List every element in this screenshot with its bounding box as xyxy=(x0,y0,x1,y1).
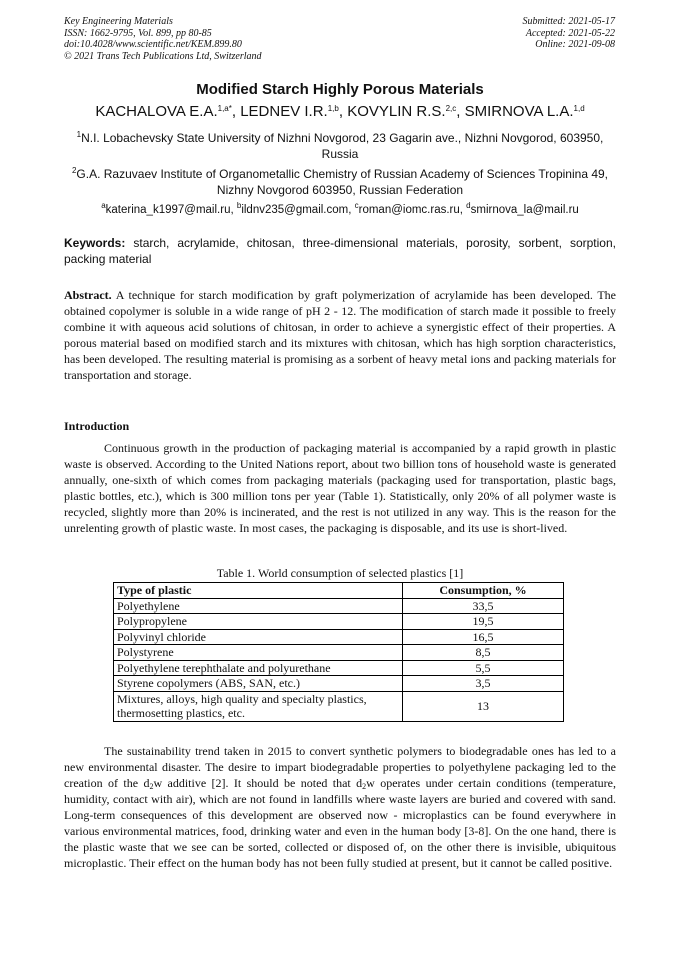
table-row xyxy=(114,598,564,614)
column-header-type: Type of plastic xyxy=(114,583,403,599)
accepted-date: Accepted: 2021-05-22 xyxy=(525,27,615,39)
table-cell-consumption: 13 xyxy=(403,691,564,721)
journal-info xyxy=(64,16,262,62)
table-caption: Table 1. World consumption of selected plastics [1] xyxy=(216,566,464,580)
abstract xyxy=(64,287,616,383)
abstract-text: A technique for starch modification by graft polymerization of acrylamide has been developed. The obtained copolymer is soluble in a wide range of pH 2 - 12. The modification of starch made it possible to freely combine it with aqueous acid solutions of chitosan, in order to achieve a synergistic effect of their properties. A porous material based on modified starch and its mixtures with chitosan, which has high sorption characteristics, has been developed. The resulting material is promising as a sorbent of heavy metal ions and packing materials for transportation and storage. xyxy=(64,288,617,382)
email-address[interactable]: katerina_k1997@mail.ru xyxy=(105,204,231,216)
column-header-consumption: Consumption, % xyxy=(403,583,564,599)
email-sep: , xyxy=(348,204,355,216)
para-text: The sustainability trend taken in 2015 to convert synthetic polymers to biodegradable ones has led to a new environmental disaster. The desire to impart biodegradable properties to polyethylene packaging led to the creation of the d xyxy=(64,744,616,790)
email-sep: , xyxy=(459,204,467,216)
author-sup: 1,d xyxy=(573,104,585,113)
intro-paragraph-1: Continuous growth in the production of packaging material is accompanied by a rapid growth in plastic waste is observed. According to the United Nations report, about two billion tons of household waste is generated annually, one-sixth of which comes from packaging materials (packaging used for transportation, plastic bags, plastic bottles, etc.), which is 300 million tons per year (Table 1). Statistically, only 20% of all polymer waste is recycled, slightly more than 20% is incinerated, and the rest is not utilized in any way. This is the reason for the unrelenting growth of plastic waste. In most cases, the packaging is disposable, and its use is short-lived. xyxy=(64,441,616,535)
author-name: KACHALOVA E.A. xyxy=(95,103,218,120)
table-row xyxy=(114,660,564,676)
email-sup: b xyxy=(236,201,242,210)
keywords-text: starch, acrylamide, chitosan, three-dimensional materials, porosity, sorbent, sorption, packing material xyxy=(64,236,616,266)
submitted-date: Submitted: 2021-05-17 xyxy=(522,16,615,27)
table-cell-type: Polyethylene terephthalate and polyurethane xyxy=(114,660,403,676)
email-list xyxy=(40,201,640,216)
affiliation-sup: 1 xyxy=(76,130,82,139)
author-sep: , xyxy=(231,103,241,120)
affiliation-text: N.I. Lobachevsky State University of Nizhni Novgorod, 23 Gagarin ave., Nizhni Novgorod, 603950, Russia xyxy=(81,131,604,161)
author-sup: 2,c xyxy=(445,104,457,113)
table-cell-consumption: 3,5 xyxy=(403,676,564,692)
section-heading-introduction: Introduction xyxy=(64,419,130,433)
table-cell-type: Mixtures, alloys, high quality and specialty plastics, thermosetting plastics, etc. xyxy=(114,691,403,721)
email[interactable] xyxy=(236,201,349,216)
table-cell-consumption: 16,5 xyxy=(403,629,564,645)
author-sep: , xyxy=(338,103,348,120)
table-cell-type: Polystyrene xyxy=(114,645,403,661)
table-cell-consumption: 5,5 xyxy=(403,660,564,676)
table-cell-consumption: 33,5 xyxy=(403,598,564,614)
paper-title: Modified Starch Highly Porous Materials xyxy=(196,81,484,98)
table-cell-consumption: 8,5 xyxy=(403,645,564,661)
affiliation-sup: 2 xyxy=(71,166,77,175)
email[interactable] xyxy=(466,201,579,216)
keywords-label: Keywords: xyxy=(64,236,126,250)
table-cell-type: Styrene copolymers (ABS, SAN, etc.) xyxy=(114,676,403,692)
table-header-row xyxy=(114,583,564,599)
table-cell-consumption: 19,5 xyxy=(403,614,564,630)
affiliation-1 xyxy=(64,131,616,162)
journal-copyright: © 2021 Trans Tech Publications Ltd, Switzerland xyxy=(64,50,262,62)
subscript: 2 xyxy=(149,782,154,791)
para-text: w operates under certain conditions (temperature, humidity, contact with air), which are not found in landfills where waste layers are buried and covered with sand. Long-term consequences of this development are observed now - microplastics can be found everywhere in various environmental matrices, food, drinking water and even in the human body [3-8]. On the one hand, there is the plastic waste that we see can be sorted, collected or disposed of, on the other there is invisible, ubiquitous microplastic. Their effect on the human body has not been fully studied at present, but it cannot be called positive. xyxy=(64,776,616,870)
author-sup: 1,b xyxy=(327,104,339,113)
email-sup: c xyxy=(354,201,359,210)
table-cell-type: Polyethylene xyxy=(114,598,403,614)
email-address[interactable]: roman@iomc.ras.ru xyxy=(358,204,460,216)
email-address[interactable]: ildnv235@gmail.com xyxy=(241,204,349,216)
journal-issn: ISSN: 1662-9795, Vol. 899, pp 80-85 xyxy=(64,27,212,39)
email[interactable] xyxy=(101,201,231,216)
author xyxy=(465,103,585,120)
author xyxy=(240,103,347,120)
author-sep: , xyxy=(456,103,465,120)
keywords xyxy=(64,236,616,267)
table-cell-type: Polyvinyl chloride xyxy=(114,629,403,645)
subscript: 2 xyxy=(362,782,367,791)
author-name: LEDNEV I.R. xyxy=(240,103,328,120)
author-list xyxy=(50,103,630,120)
para-text: w additive [2]. It should be noted that d xyxy=(153,776,363,790)
author xyxy=(95,103,240,120)
email-address[interactable]: smirnova_la@mail.ru xyxy=(470,204,579,216)
journal-name: Key Engineering Materials xyxy=(64,16,173,27)
table-row xyxy=(114,645,564,661)
publication-dates xyxy=(523,16,616,51)
author xyxy=(347,103,464,120)
author-name: SMIRNOVA L.A. xyxy=(464,103,574,120)
email-sup: d xyxy=(466,201,471,210)
email-sup: a xyxy=(101,201,106,210)
email-sep: , xyxy=(230,204,237,216)
abstract-label: Abstract. xyxy=(64,288,112,302)
affiliation-text: G.A. Razuvaev Institute of Organometallic Chemistry of Russian Academy of Sciences Tropinina 49, Nizhny Novgorod 603950, Russian Federation xyxy=(76,167,609,197)
journal-doi: doi:10.4028/www.scientific.net/KEM.899.80 xyxy=(64,39,242,50)
affiliation-2 xyxy=(64,167,616,198)
table-row xyxy=(114,676,564,692)
table-row xyxy=(114,629,564,645)
table-cell-type: Polypropylene xyxy=(114,614,403,630)
consumption-table xyxy=(113,582,564,722)
author-sup: 1,a* xyxy=(217,104,232,113)
intro-paragraph-2 xyxy=(64,743,616,871)
online-date: Online: 2021-09-08 xyxy=(535,39,615,50)
email[interactable] xyxy=(354,201,460,216)
table-row xyxy=(114,614,564,630)
table-row xyxy=(114,691,564,721)
author-name: KOVYLIN R.S. xyxy=(347,103,446,120)
